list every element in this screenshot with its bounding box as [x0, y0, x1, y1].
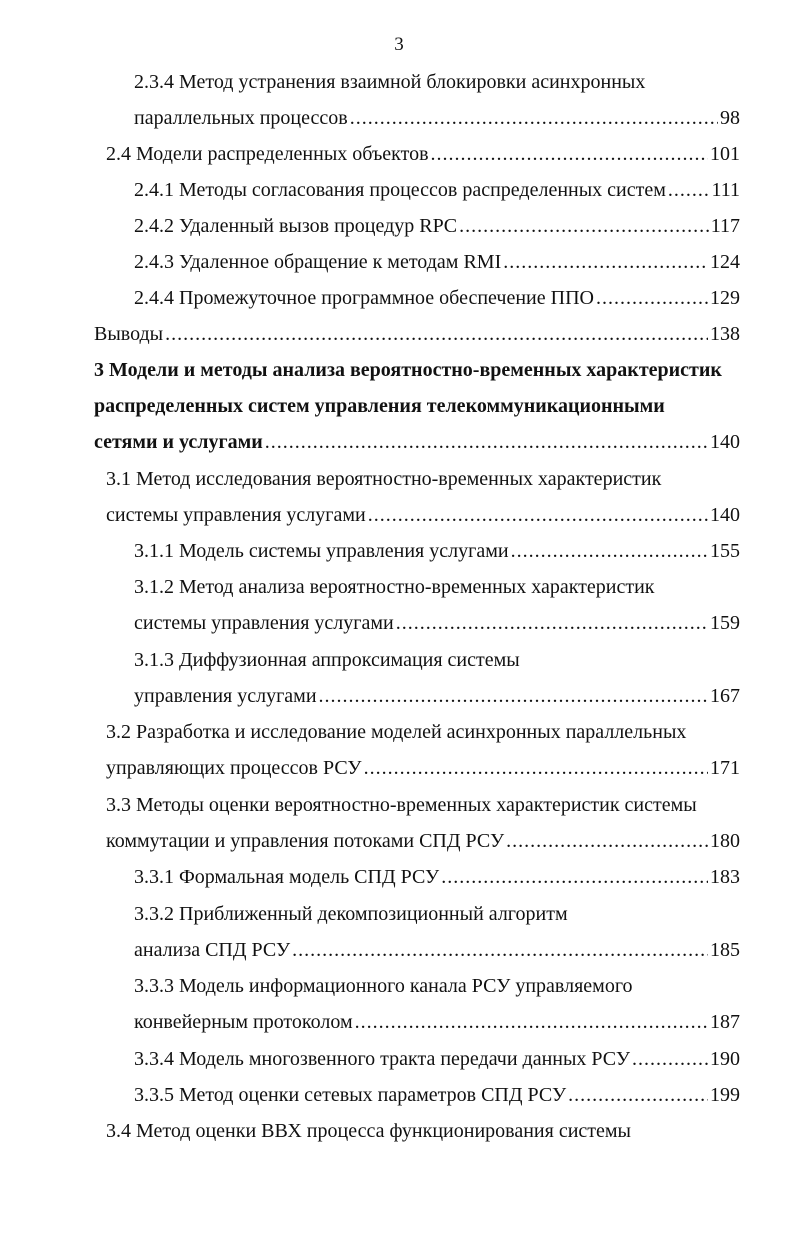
toc-page-number: 159	[710, 612, 740, 634]
toc-entry	[0, 280, 798, 316]
dot-leader	[511, 533, 708, 569]
toc-entry-text: параллельных процессов	[134, 107, 348, 129]
toc-entry	[0, 461, 798, 533]
toc-entry-text: 2.4 Модели распределенных объектов	[106, 143, 429, 165]
dot-leader	[668, 172, 710, 208]
toc-entry-text: распределенных систем управления телекоммуникационными	[94, 395, 665, 417]
dot-leader	[319, 678, 708, 714]
dot-leader	[459, 208, 709, 244]
page-number: 3	[394, 34, 404, 55]
toc-page-number: 138	[710, 323, 740, 345]
dot-leader	[431, 136, 708, 172]
dot-leader	[292, 932, 708, 968]
toc-entry-text: сетями и услугами	[94, 431, 263, 453]
dot-leader	[265, 424, 708, 460]
toc-entry-text: 2.4.2 Удаленный вызов процедур RPC	[134, 215, 458, 237]
toc-page-number: 124	[710, 251, 740, 273]
toc-entry	[0, 136, 798, 172]
toc-entry-text: 2.4.4 Промежуточное программное обеспечение ППО	[134, 287, 594, 309]
toc-entry	[0, 642, 798, 714]
dot-leader	[364, 750, 708, 786]
toc-page-number: 171	[710, 757, 740, 779]
toc-entry	[0, 1113, 798, 1149]
dot-leader	[396, 605, 708, 641]
toc-page-number: 167	[710, 685, 740, 707]
toc-page-number: 101	[710, 143, 740, 165]
toc-entry	[0, 1077, 798, 1113]
toc-entry	[0, 244, 798, 280]
toc-entry-text: 3.4 Метод оценки ВВХ процесса функционирования системы	[106, 1120, 631, 1142]
toc-page-number: 190	[710, 1048, 740, 1070]
dot-leader	[503, 244, 708, 280]
toc-entry-text: 3.1.3 Диффузионная аппроксимация системы	[134, 649, 520, 671]
toc-entry-text: 3.3.2 Приближенный декомпозиционный алгоритм	[134, 903, 568, 925]
dot-leader	[568, 1077, 708, 1113]
toc-entry	[0, 533, 798, 569]
toc-entry-text: 2.4.3 Удаленное обращение к методам RMI	[134, 251, 502, 273]
toc-page-number: 140	[710, 504, 740, 526]
toc-entry	[0, 64, 798, 136]
toc-entry-text: 3.1.2 Метод анализа вероятностно-временных характеристик	[134, 576, 655, 598]
toc-entry	[0, 569, 798, 641]
toc-page-number: 129	[710, 287, 740, 309]
toc-entry-text: конвейерным протоколом	[134, 1011, 353, 1033]
toc-entry-text: 2.4.1 Методы согласования процессов распределенных систем	[134, 179, 666, 201]
toc-entry	[0, 787, 798, 859]
toc-entry	[0, 172, 798, 208]
toc-entry-text: 3.2 Разработка и исследование моделей асинхронных параллельных	[106, 721, 687, 743]
toc-page-number: 98	[720, 107, 740, 129]
toc-entry-text: 3.3.1 Формальная модель СПД РСУ	[134, 866, 440, 888]
toc-chapter-entry	[0, 352, 798, 460]
toc-page-number: 199	[710, 1084, 740, 1106]
dot-leader	[350, 100, 718, 136]
toc-page-number: 140	[710, 431, 740, 453]
dot-leader	[596, 280, 708, 316]
toc-entry-text: системы управления услугами	[134, 612, 394, 634]
toc-entry-text: 3.1 Метод исследования вероятностно-временных характеристик	[106, 468, 662, 490]
dot-leader	[506, 823, 708, 859]
toc-entry	[0, 968, 798, 1040]
toc-entry-text: Выводы	[94, 323, 164, 345]
toc-entry	[0, 714, 798, 786]
toc-entry-text: 3.3.5 Метод оценки сетевых параметров СПД РСУ	[134, 1084, 567, 1106]
toc-page-number: 155	[710, 540, 740, 562]
toc-page-number: 183	[710, 866, 740, 888]
toc-entry-text: 3.3.3 Модель информационного канала РСУ управляемого	[134, 975, 633, 997]
dot-leader	[368, 497, 708, 533]
toc-page-number: 187	[710, 1011, 740, 1033]
toc-page-number: 117	[710, 215, 740, 237]
toc-entry-text: коммутации и управления потоками СПД РСУ	[106, 830, 505, 852]
toc-entry-text: анализа СПД РСУ	[134, 939, 291, 961]
toc-entry	[0, 316, 798, 352]
toc-page-number: 111	[711, 179, 740, 201]
dot-leader	[632, 1041, 708, 1077]
toc-entry-text: 3.3 Методы оценки вероятностно-временных характеристик системы	[106, 794, 697, 816]
toc-page-number: 180	[710, 830, 740, 852]
toc-entry-text: управляющих процессов РСУ	[106, 757, 362, 779]
toc-entry-text: 3 Модели и методы анализа вероятностно-временных характеристик	[94, 359, 722, 381]
dot-leader	[165, 316, 708, 352]
toc-entry-text: системы управления услугами	[106, 504, 366, 526]
toc-entry-text: 3.3.4 Модель многозвенного тракта передачи данных РСУ	[134, 1048, 631, 1070]
toc-entry	[0, 208, 798, 244]
toc-entry-text: управления услугами	[134, 685, 317, 707]
toc-entry	[0, 859, 798, 895]
toc-entry-text: 3.1.1 Модель системы управления услугами	[134, 540, 509, 562]
dot-leader	[355, 1004, 708, 1040]
dot-leader	[441, 859, 708, 895]
toc-entry	[0, 896, 798, 968]
toc-entry-text: 2.3.4 Метод устранения взаимной блокировки асинхронных	[134, 71, 646, 93]
toc-entry	[0, 1041, 798, 1077]
toc-page-number: 185	[710, 939, 740, 961]
